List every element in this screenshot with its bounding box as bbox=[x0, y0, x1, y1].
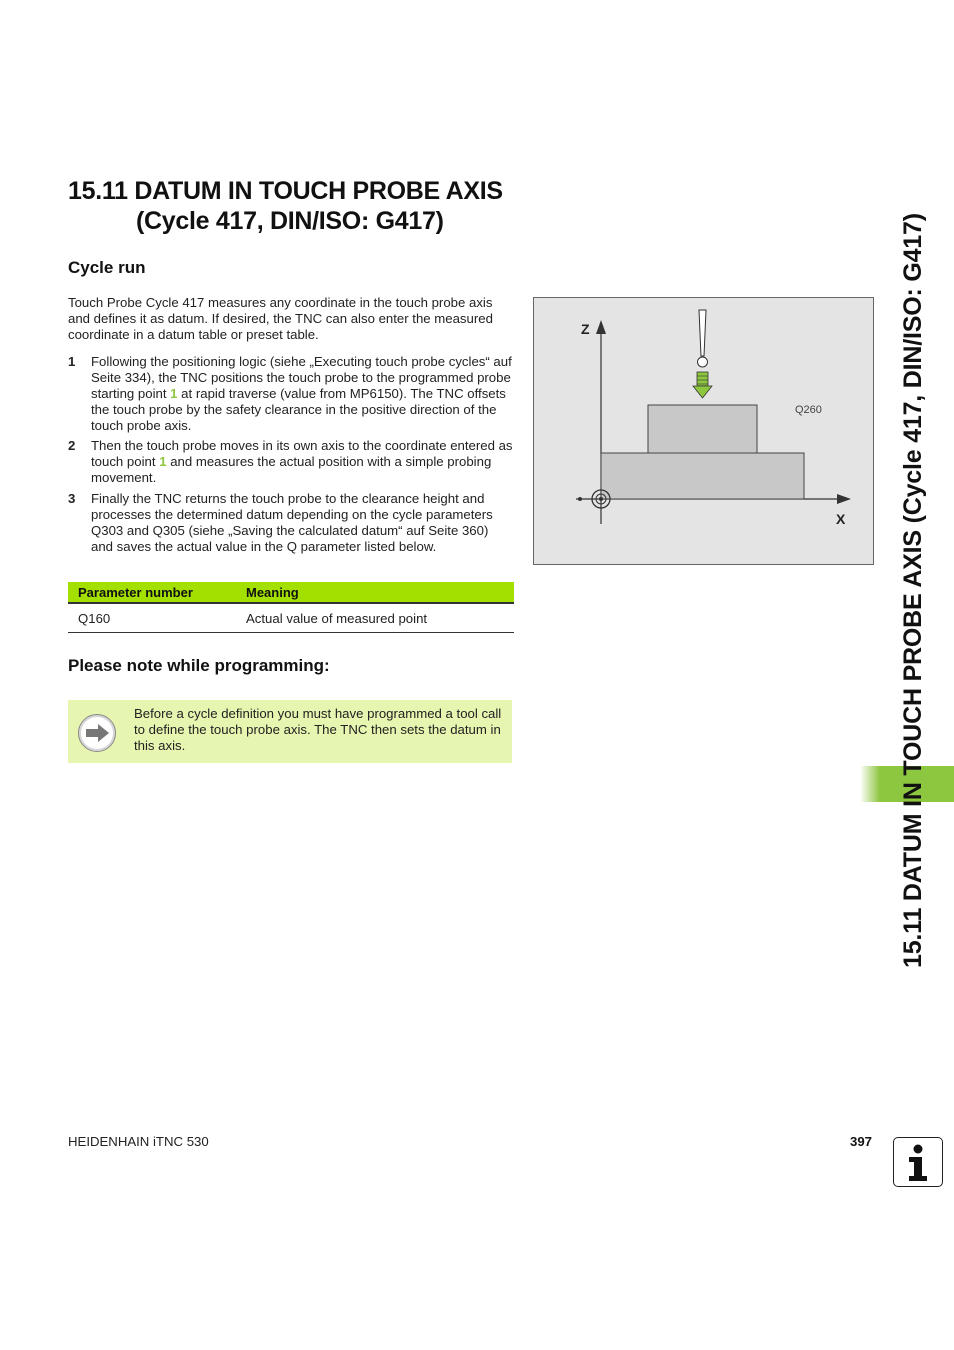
footer-page-number: 397 bbox=[849, 1134, 872, 1149]
x-axis-label: X bbox=[836, 511, 846, 527]
table-header-row bbox=[68, 582, 514, 603]
cycle-diagram bbox=[533, 297, 874, 565]
step-number: 3 bbox=[68, 491, 76, 506]
cycle-run-heading: Cycle run bbox=[68, 258, 146, 277]
footer-manual-name: HEIDENHAIN iTNC 530 bbox=[68, 1134, 209, 1149]
table-cell: Q160 bbox=[68, 603, 236, 633]
table-row bbox=[68, 603, 514, 633]
step-text: Then the touch probe moves in its own axis to the coordinate entered as touch point 1 and measures the actual position with a simple probing movement. bbox=[91, 438, 513, 485]
step-highlight: 1 bbox=[170, 386, 178, 401]
sidebar-tab-fade bbox=[860, 766, 880, 802]
step-text: Following the positioning logic (siehe „Executing touch probe cycles“ auf Seite 334), the TNC positions the touch probe to the programmed probe starting point 1 at rapid traverse (value from MP6150). The TNC offsets the touch probe by the safety clearance in the positive direction of the touch probe axis. bbox=[91, 354, 512, 433]
programming-note-heading: Please note while programming: bbox=[68, 656, 330, 675]
sidebar-section-title: 15.11 DATUM IN TOUCH PROBE AXIS (Cycle 417, DIN/ISO: G417) bbox=[899, 213, 927, 968]
page-title-line1: 15.11 DATUM IN TOUCH PROBE AXIS bbox=[68, 177, 503, 205]
page-title bbox=[68, 176, 538, 236]
arrow-right-icon bbox=[78, 714, 116, 752]
table-cell: Actual value of measured point bbox=[236, 603, 514, 633]
column-header-meaning: Meaning bbox=[236, 582, 514, 603]
column-header-parameter: Parameter number bbox=[68, 582, 236, 603]
cycle-run-intro: Touch Probe Cycle 417 measures any coordinate in the touch probe axis and defines it as datum. If desired, the TNC can also enter the measured coordinate in a datum table or preset table. bbox=[68, 295, 493, 342]
info-icon bbox=[893, 1137, 943, 1187]
step-highlight: 1 bbox=[159, 454, 167, 469]
programming-note bbox=[68, 700, 512, 763]
programming-note-text: Before a cycle definition you must have programmed a tool call to define the touch probe axis. The TNC then sets the datum in this axis. bbox=[134, 706, 502, 753]
page-title-line2: (Cycle 417, DIN/ISO: G417) bbox=[136, 207, 444, 235]
q260-label: Q260 bbox=[795, 404, 822, 416]
parameter-table bbox=[68, 582, 514, 633]
step-number: 1 bbox=[68, 354, 76, 369]
z-axis-label: Z bbox=[581, 321, 590, 337]
step-number: 2 bbox=[68, 438, 76, 453]
step-text: Finally the TNC returns the touch probe to the clearance height and processes the determined datum depending on the cycle parameters Q303 and Q305 (siehe „Saving the calculated datum“ auf Seite 360) and saves the actual value in the Q parameter listed below. bbox=[91, 491, 493, 554]
